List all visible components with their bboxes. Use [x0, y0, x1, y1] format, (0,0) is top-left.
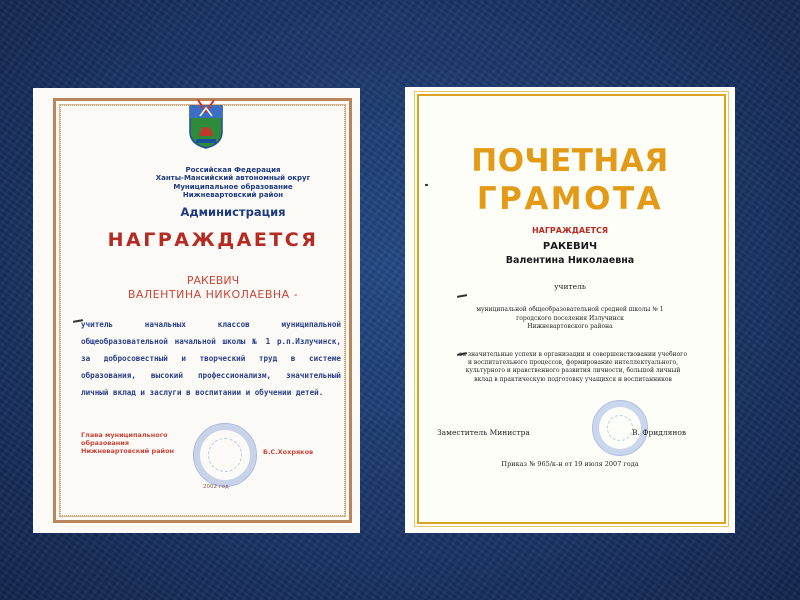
- merit-line: и воспитательного процессов, формирование интеллектуального,: [467, 359, 678, 367]
- recipient-given-names: Валентина Николаевна: [505, 255, 635, 266]
- merit-line: культурного и нравственного развития личности, большой личный: [465, 367, 681, 375]
- school-line: муниципальной общеобразовательной средней школы № 1: [476, 306, 664, 313]
- administration-label: Администрация: [180, 205, 286, 219]
- signer-name: Б.С.Хохряков: [263, 448, 314, 456]
- issue-year: 2002 год: [203, 484, 229, 490]
- official-stamp-icon: [193, 423, 257, 487]
- merit-line: вклад в практическую подготовку учащихся и воспитанников: [474, 375, 672, 383]
- recipient-surname: РАКЕВИЧ: [186, 274, 240, 287]
- merit-description: [433, 351, 713, 384]
- school-line: Нижневартовского района: [527, 323, 613, 330]
- school-description: [445, 306, 695, 332]
- recipient-role: учитель: [554, 282, 586, 291]
- certificate-right: [405, 87, 735, 533]
- district-emblem-icon: [186, 98, 226, 150]
- signature-line: Нижневартовский район: [81, 447, 175, 455]
- header-line: Нижневартовский район: [182, 191, 284, 200]
- signature-block: [81, 431, 196, 455]
- header-line: Муниципальное образование: [173, 182, 293, 191]
- recipient-name: ВАЛЕНТИНА НИКОЛАЕВНА -: [127, 288, 299, 301]
- award-title: НАГРАЖДАЕТСЯ: [107, 229, 319, 251]
- certificate-left: [33, 88, 360, 533]
- school-line: городского поселения Излучинск: [516, 314, 624, 322]
- recipient-surname: РАКЕВИЧ: [542, 241, 598, 252]
- minister-name: В. Фридлянов: [632, 428, 687, 437]
- header-line: Ханты-Мансийский автономный округ: [155, 174, 311, 183]
- award-title: НАГРАЖДАЕТСЯ: [531, 226, 609, 235]
- certificate-title-line1: ПОЧЕТНАЯ: [471, 143, 669, 179]
- award-reason-text: учитель начальных классов муниципальной общеобразовательной начальной школы № 1 р.п.Излучинск, за добросовестный и творческий труд в системе образования, высокий профессионализм, значительный личный вклад и заслуги в воспитании и обучении детей.: [81, 320, 341, 397]
- certificate-left-header: [133, 166, 333, 200]
- certificate-title-line2: ГРАМОТА: [476, 181, 664, 217]
- header-line: Российская Федерация: [185, 166, 281, 174]
- merit-line: за значительные успехи в организации и совершенствовании учебного: [459, 351, 687, 358]
- signature-line: образования: [81, 439, 130, 447]
- signature-line: Глава муниципального: [81, 431, 168, 439]
- order-reference: Приказ № 965/к-н от 19 июля 2007 года: [501, 460, 639, 468]
- deputy-minister-label: Заместитель Министра: [437, 428, 530, 437]
